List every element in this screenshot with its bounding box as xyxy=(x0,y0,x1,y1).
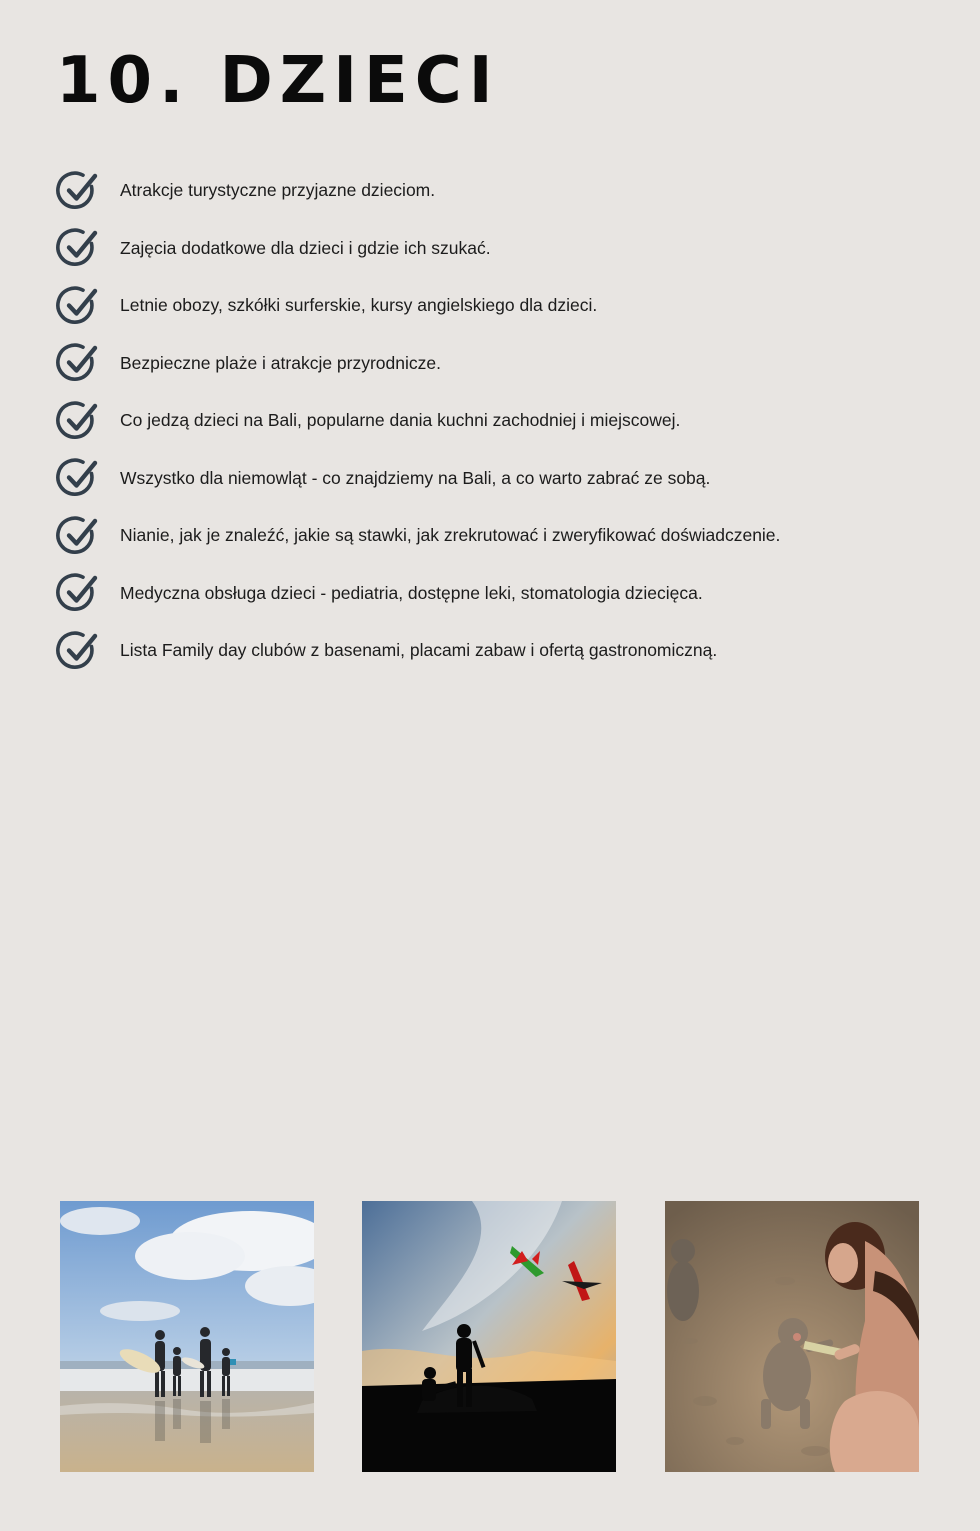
photo-girl-with-monkeys xyxy=(665,1201,919,1472)
list-item xyxy=(56,335,780,393)
list-item-text: Letnie obozy, szkółki surferskie, kursy angielskiego dla dzieci. xyxy=(120,295,598,316)
list-item-text: Nianie, jak je znaleźć, jakie są stawki, jak zrekrutować i zweryfikować doświadczenie. xyxy=(120,525,781,546)
list-item xyxy=(56,277,780,335)
list-item-text: Atrakcje turystyczne przyjazne dzieciom. xyxy=(120,180,436,201)
list-item-text: Lista Family day clubów z basenami, placami zabaw i ofertą gastronomiczną. xyxy=(120,640,718,661)
list-item-text: Wszystko dla niemowląt - co znajdziemy na Bali, a co warto zabrać ze sobą. xyxy=(120,467,711,488)
check-circle-icon xyxy=(56,629,100,673)
list-item xyxy=(56,565,780,623)
list-item-text: Co jedzą dzieci na Bali, popularne dania kuchni zachodniej i miejscowej. xyxy=(120,410,681,431)
list-item-text: Medyczna obsługa dzieci - pediatria, dostępne leki, stomatologia dziecięca. xyxy=(120,582,703,603)
list-item xyxy=(56,392,780,450)
list-item xyxy=(56,162,780,220)
list-item xyxy=(56,507,780,565)
list-item xyxy=(56,622,780,680)
check-circle-icon xyxy=(56,514,100,558)
checklist xyxy=(56,162,780,680)
check-circle-icon xyxy=(56,284,100,328)
list-item xyxy=(56,450,780,508)
list-item xyxy=(56,220,780,278)
page-title: 10. DZIECI xyxy=(56,44,500,118)
list-item-text: Bezpieczne plaże i atrakcje przyrodnicze. xyxy=(120,352,441,373)
check-circle-icon xyxy=(56,399,100,443)
check-circle-icon xyxy=(56,226,100,270)
list-item-text: Zajęcia dodatkowe dla dzieci i gdzie ich szukać. xyxy=(120,237,491,258)
check-circle-icon xyxy=(56,341,100,385)
check-circle-icon xyxy=(56,169,100,213)
check-circle-icon xyxy=(56,571,100,615)
check-circle-icon xyxy=(56,456,100,500)
photo-beach-family-surfers xyxy=(60,1201,314,1472)
photo-kites-sunset xyxy=(362,1201,616,1472)
